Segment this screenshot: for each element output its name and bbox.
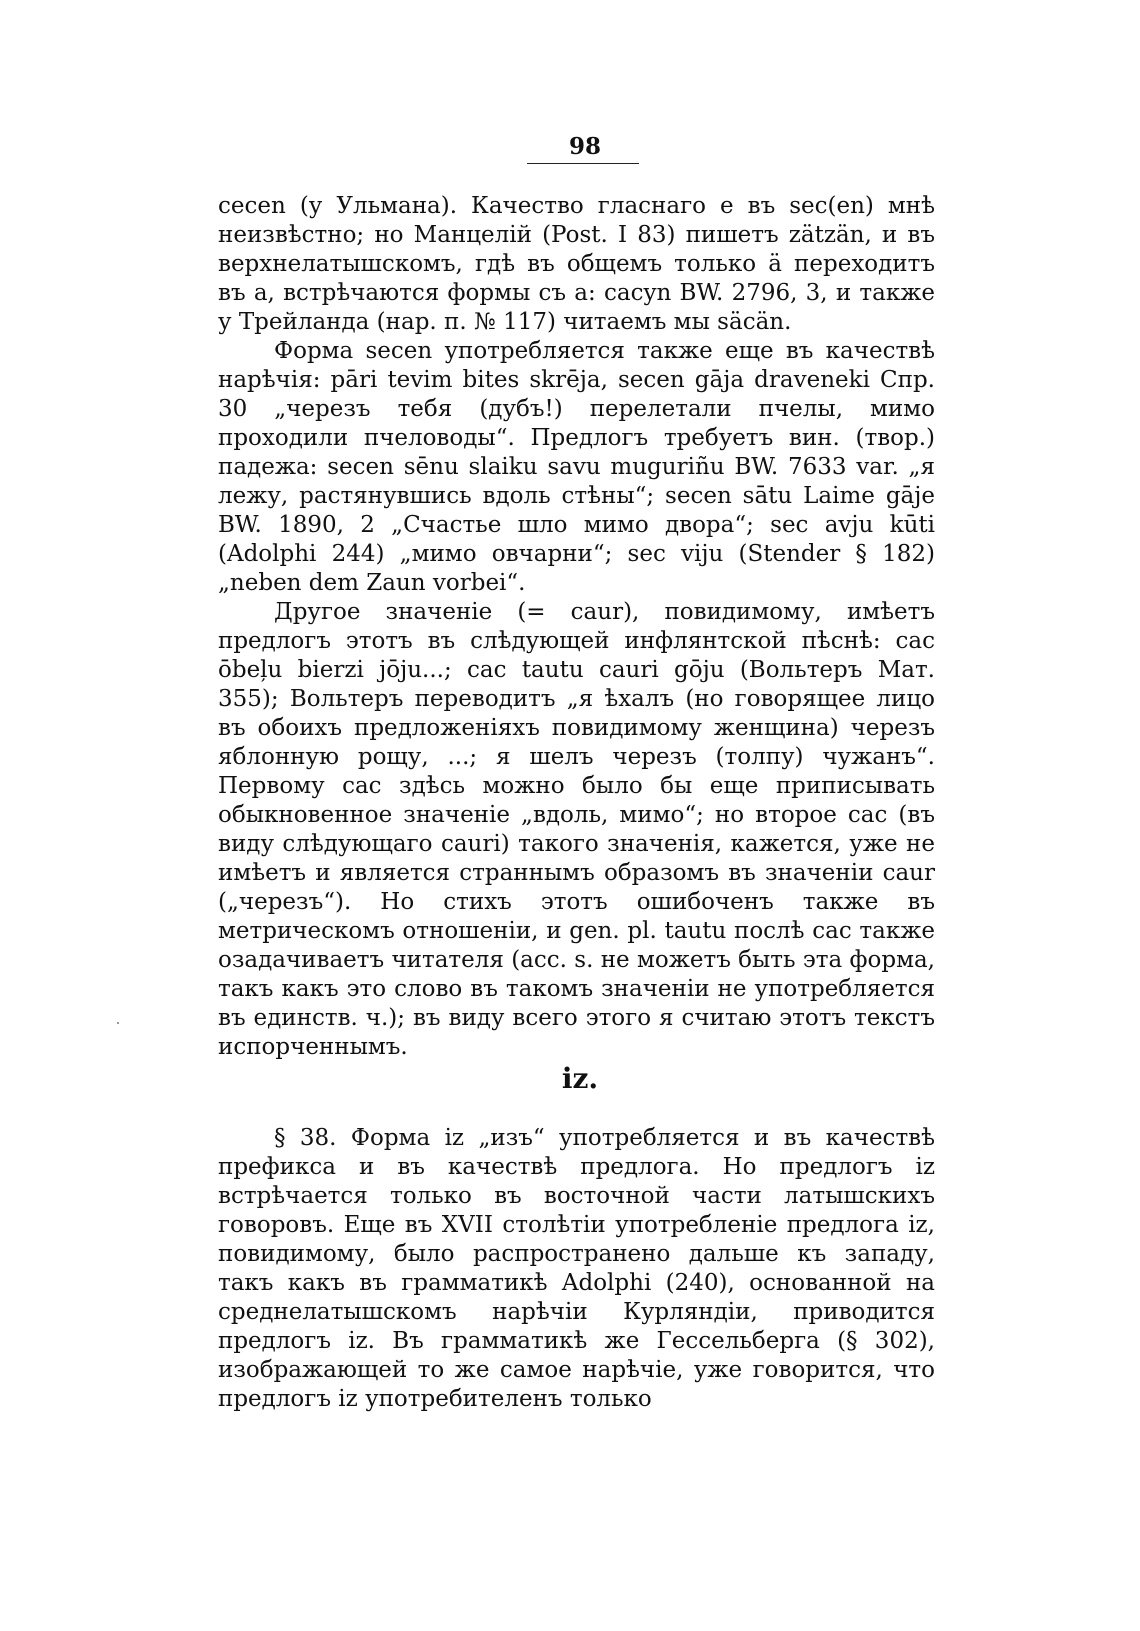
paragraph-4: § 38. Форма iz „изъ“ употребляется и въ качествѣ префикса и въ качествѣ предлога. Но предлогъ iz встрѣчается только въ восточной части латышскихъ говоровъ. Еще въ XVII столѣтіи употребленіе предлога iz, повидимому, было распространено дальше къ западу, такъ какъ въ грамматикѣ Adolphi (240), основанной на среднелатышскомъ нарѣчіи Курляндіи, приводится предлогъ iz. Въ грамматикѣ же Гессельберга (§ 302), изображающей то же самое нарѣчіе, уже говорится, что предлогъ iz употребителенъ только: [218, 1125, 935, 1412]
text-block-top: [218, 192, 935, 1062]
paragraph-1: cecen (у Ульмана). Качество гласнаго e въ sec(en) мнѣ неизвѣстно; но Манцелій (Post. I 83) пишетъ zätzän, и въ верхнелатышскомъ, гдѣ въ общемъ только ä переходитъ въ a, встрѣчаются формы съ а: cacyn BW. 2796, 3, и также у Трейланда (нар. п. № 117) читаемъ мы säcän.: [218, 193, 935, 335]
paragraph-3: Другое значеніе (= caur), повидимому, имѣетъ предлогъ этотъ въ слѣдующей инфлянтской пѣснѣ: cac ōbeļu bierzi jōju...; cac tautu cauri gōju (Вольтеръ Мат. 355); Вольтеръ переводитъ „я ѣхалъ (но говорящее лицо въ обоихъ предложеніяхъ повидимому женщина) черезъ яблонную рощу, ...; я шелъ черезъ (толпу) чужанъ“. Первому cac здѣсь можно было бы еще приписывать обыкновенное значеніе „вдоль, мимо“; но второе cac (въ виду слѣдующаго cauri) такого значенія, кажется, уже не имѣетъ и является страннымъ образомъ въ значеніи caur („черезъ“). Но стихъ этотъ ошибоченъ также въ метрическомъ отношеніи, и gen. pl. tautu послѣ cac также озадачиваетъ читателя (acc. s. не можетъ быть эта форма, такъ какъ это слово въ такомъ значеніи не употребляется въ единств. ч.); въ виду всего этого я считаю этотъ текстъ испорченнымъ.: [218, 599, 935, 1060]
page-number-rule: [527, 163, 639, 164]
paragraph-2: Форма secen употребляется также еще въ качествѣ нарѣчія: pāri tevim bites skrēja, secen gāja draveneki Спр. 30 „черезъ тебя (дубъ!) перелетали пчелы, мимо проходили пчеловоды“. Предлогъ требуетъ вин. (твор.) падежа: secen sēnu slaiku savu muguriñu BW. 7633 var. „я лежу, растянувшись вдоль стѣны“; secen sātu Laime gāje BW. 1890, 2 „Счастье шло мимо двора“; sec avju kūti (Adolphi 244) „мимо овчарни“; sec viju (Stender § 182) „neben dem Zaun vorbei“.: [218, 338, 935, 596]
text-block-bottom: [218, 1124, 935, 1414]
page-number: 98: [568, 133, 601, 160]
section-heading: iz.: [561, 1062, 599, 1095]
scan-speck: [117, 1022, 119, 1024]
